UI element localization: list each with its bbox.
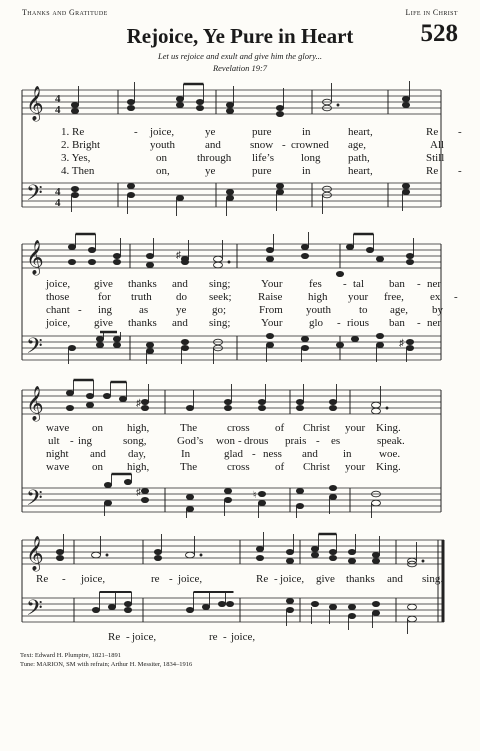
lyric-syllable: on — [92, 461, 103, 473]
bass-staff — [22, 336, 441, 360]
lyric-syllable: Raise — [258, 291, 283, 303]
lyric-syllable: your — [345, 422, 366, 434]
lyric-syllable: pure — [252, 165, 272, 177]
lyric-syllable: - — [458, 126, 462, 138]
lyric-line — [26, 448, 454, 461]
lyric-syllable: as — [139, 304, 149, 316]
lyric-syllable: joice, — [46, 278, 71, 290]
lyric-syllable: crowned — [291, 139, 329, 151]
lyric-syllable: Christ — [303, 422, 330, 434]
lyric-syllable: in — [302, 126, 311, 138]
lyric-syllable: sing. — [422, 573, 444, 585]
lyric-syllable: ult — [48, 435, 60, 447]
lyric-line — [26, 631, 454, 644]
lyric-syllable: chant — [46, 304, 70, 316]
lyric-syllable: - — [343, 278, 347, 290]
lyric-syllable: Your — [261, 317, 283, 329]
lyric-syllable: Your — [261, 278, 283, 290]
lyric-syllable: and — [302, 448, 318, 460]
lyric-syllable: ness — [263, 448, 282, 460]
lyric-syllable: thanks — [128, 317, 157, 329]
lyric-syllable: re — [151, 573, 160, 585]
lyric-syllable: King. — [376, 422, 401, 434]
lyric-syllable: - — [169, 573, 173, 585]
lyric-syllable: pure — [252, 126, 272, 138]
lyric-syllable: age, — [348, 139, 367, 151]
lyric-syllable: ye — [205, 126, 216, 138]
lyric-syllable: your — [345, 461, 366, 473]
lyric-syllable: Re — [426, 126, 439, 138]
epigraph-reference: Revelation 19:7 — [212, 63, 268, 73]
treble-staff — [22, 244, 441, 268]
epigraph: Let us rejoice and exult and give him the glory... — [158, 51, 322, 61]
lyric-syllable: - — [238, 435, 242, 447]
lyric-syllable: and — [90, 448, 106, 460]
lyric-line — [26, 291, 458, 304]
lyrics-system-1 — [26, 126, 462, 178]
lyric-syllable: glad — [224, 448, 243, 460]
lyric-syllable: fes — [309, 278, 322, 290]
lyric-syllable: - — [223, 631, 227, 643]
svg-text:♯: ♯ — [399, 338, 404, 349]
lyric-syllable: heart, — [348, 165, 373, 177]
lyric-syllable: Re — [256, 573, 269, 585]
bass-clef-icon: 𝄢 — [26, 486, 43, 515]
lyric-syllable: re — [209, 631, 218, 643]
lyric-syllable: 1. Re — [61, 126, 85, 138]
lyric-syllable: rious — [347, 317, 369, 329]
lyric-syllable: - — [252, 448, 256, 460]
bass-staff — [22, 183, 441, 207]
lyrics-system-3 — [26, 422, 454, 474]
lyric-syllable: - — [458, 165, 462, 177]
lyric-syllable: ner — [427, 278, 442, 290]
lyric-syllable: youth — [306, 304, 332, 316]
hymn-title: Rejoice, Ye Pure in Heart — [126, 24, 354, 48]
lyric-syllable: to — [359, 304, 368, 316]
lyric-syllable: high, — [127, 422, 150, 434]
lyric-syllable: Christ — [303, 461, 330, 473]
lyric-syllable: of — [275, 461, 285, 473]
bass-staff — [22, 598, 444, 622]
lyric-line — [26, 152, 454, 165]
lyric-line — [26, 165, 462, 178]
lyric-syllable: high, — [127, 461, 150, 473]
lyric-syllable: ban — [389, 317, 405, 329]
lyric-syllable: won — [216, 435, 235, 447]
lyric-syllable: high — [308, 291, 328, 303]
svg-text:♯: ♯ — [136, 487, 141, 498]
lyric-syllable: sing; — [209, 317, 231, 329]
bass-clef-icon: 𝄢 — [26, 181, 43, 210]
lyric-syllable: joice, — [150, 126, 175, 138]
lyric-syllable: prais — [285, 435, 307, 447]
bass-clef-icon: 𝄢 — [26, 334, 43, 363]
lyric-line — [26, 139, 454, 152]
lyric-syllable: for — [98, 291, 111, 303]
lyric-line — [26, 317, 454, 330]
lyric-syllable: The — [180, 461, 198, 473]
lyric-syllable: day, — [128, 448, 146, 460]
lyric-syllable: life’s — [252, 152, 274, 164]
lyric-syllable: give — [94, 278, 113, 290]
lyric-syllable: through — [197, 152, 232, 164]
lyric-syllable: - — [282, 139, 286, 151]
lyric-syllable: go; — [212, 304, 227, 316]
lyric-syllable: joice, — [81, 573, 106, 585]
lyric-line — [26, 435, 454, 448]
lyric-syllable: - — [417, 278, 421, 290]
lyric-line — [26, 573, 454, 586]
lyric-syllable: - — [316, 435, 320, 447]
lyric-syllable: ban — [389, 278, 405, 290]
time-signature-bass-lower: 4 — [55, 197, 61, 209]
lyric-syllable: on — [156, 152, 167, 164]
lyric-syllable: All — [430, 139, 445, 151]
lyric-line — [26, 304, 454, 317]
lyric-syllable: give — [94, 317, 113, 329]
lyric-syllable: ye — [205, 165, 216, 177]
section-label-right: Life in Christ — [405, 8, 458, 17]
treble-clef-icon: 𝄞 — [26, 537, 44, 570]
lyric-syllable: in — [302, 165, 311, 177]
time-signature-treble-lower: 4 — [55, 104, 61, 116]
lyric-syllable: those — [46, 291, 70, 303]
lyric-syllable: glo — [309, 317, 324, 329]
lyric-syllable: - — [126, 631, 130, 643]
lyric-syllable: - — [274, 573, 278, 585]
lyric-syllable: cross — [227, 461, 250, 473]
lyric-syllable: ye — [176, 304, 187, 316]
treble-staff — [22, 540, 444, 564]
lyric-syllable: joice, — [178, 573, 203, 585]
lyric-syllable: ing — [78, 435, 93, 447]
lyric-syllable: drous — [244, 435, 269, 447]
lyric-syllable: heart, — [348, 126, 373, 138]
lyric-syllable: age, — [390, 304, 409, 316]
bass-notes — [71, 183, 409, 216]
credits — [20, 652, 192, 669]
section-label-left: Thanks and Gratitude — [22, 8, 108, 17]
lyric-syllable: Re — [108, 631, 121, 643]
lyric-syllable: in — [343, 448, 352, 460]
lyric-syllable: 4. Then — [61, 165, 95, 177]
lyric-syllable: God’s — [177, 435, 204, 447]
lyric-syllable: snow — [250, 139, 274, 151]
lyric-syllable: cross — [227, 422, 250, 434]
lyric-syllable: on, — [156, 165, 170, 177]
lyric-syllable: wave — [46, 422, 70, 434]
lyric-syllable: of — [275, 422, 285, 434]
lyric-syllable: Re — [426, 165, 439, 177]
lyric-syllable: path, — [348, 152, 370, 164]
lyric-syllable: ner — [427, 317, 442, 329]
lyric-syllable: sing; — [209, 278, 231, 290]
lyric-syllable: From — [259, 304, 283, 316]
lyric-syllable: 2. Bright — [61, 139, 101, 151]
lyric-syllable: - — [454, 291, 458, 303]
lyrics-system-4 — [26, 573, 454, 586]
lyric-syllable: Re — [36, 573, 49, 585]
lyric-syllable: es — [331, 435, 341, 447]
lyric-syllable: do — [176, 291, 187, 303]
lyric-syllable: speak. — [377, 435, 405, 447]
tune-credit: Tune: MARION, SM with refrain; Arthur H. Messiter, 1834–1916 — [20, 660, 193, 668]
time-signature-treble: 4 — [55, 93, 61, 105]
lyric-syllable: joice, — [231, 631, 256, 643]
lyric-syllable: give — [316, 573, 335, 585]
lyric-syllable: joice, — [132, 631, 157, 643]
lyric-syllable: and — [205, 139, 221, 151]
svg-text:♯: ♯ — [176, 250, 181, 261]
lyric-line — [26, 422, 454, 435]
treble-clef-icon: 𝄞 — [26, 387, 44, 420]
lyric-syllable: woe. — [379, 448, 401, 460]
lyrics-system-2 — [26, 278, 458, 330]
lyric-syllable: and — [172, 278, 188, 290]
lyric-syllable: thanks — [346, 573, 375, 585]
lyric-syllable: ing — [98, 304, 113, 316]
lyric-line — [26, 126, 462, 139]
lyric-line — [26, 461, 454, 474]
lyric-syllable: your — [348, 291, 369, 303]
lyric-syllable: In — [181, 448, 191, 460]
lyric-syllable: song, — [123, 435, 147, 447]
lyric-syllable: truth — [131, 291, 152, 303]
hymn-number: 528 — [420, 20, 458, 47]
lyric-syllable: and — [387, 573, 403, 585]
treble-notes — [68, 232, 413, 277]
lyric-syllable: - — [134, 126, 138, 138]
lyric-syllable: King. — [376, 461, 401, 473]
lyrics-system-4-bass — [26, 631, 454, 644]
lyric-syllable: night — [46, 448, 69, 460]
treble-notes — [66, 380, 388, 414]
svg-text:♯: ♯ — [136, 398, 141, 409]
lyric-syllable: - — [70, 435, 74, 447]
lyric-syllable: thanks — [128, 278, 157, 290]
time-signature-bass: 4 — [55, 186, 61, 198]
lyric-syllable: wave — [46, 461, 70, 473]
lyric-syllable: seek; — [209, 291, 232, 303]
lyric-syllable: - — [417, 317, 421, 329]
lyric-syllable: - — [337, 317, 341, 329]
treble-clef-icon: 𝄞 — [26, 241, 44, 274]
lyric-syllable: Still — [426, 152, 445, 164]
bass-notes — [104, 474, 380, 518]
treble-clef-icon: 𝄞 — [26, 87, 44, 120]
lyric-syllable: on — [92, 422, 103, 434]
lyric-syllable: joice, — [46, 317, 71, 329]
lyric-syllable: by — [432, 304, 443, 316]
text-credit: Text: Edward H. Plumptre, 1821–1891 — [20, 652, 122, 659]
lyric-syllable: 3. Yes, — [61, 152, 91, 164]
lyric-line — [26, 278, 454, 291]
lyric-syllable: ex — [430, 291, 441, 303]
lyric-syllable: tal — [353, 278, 364, 290]
lyric-syllable: The — [180, 422, 198, 434]
lyric-syllable: - — [62, 573, 66, 585]
lyric-syllable: - — [78, 304, 82, 316]
lyric-syllable: long — [301, 152, 321, 164]
treble-notes — [71, 81, 409, 117]
bass-clef-icon: 𝄢 — [26, 596, 43, 625]
lyric-syllable: youth — [150, 139, 176, 151]
lyric-syllable: and — [172, 317, 188, 329]
svg-text:♮: ♮ — [253, 490, 257, 501]
lyric-syllable: joice, — [280, 573, 305, 585]
lyric-syllable: free, — [384, 291, 404, 303]
